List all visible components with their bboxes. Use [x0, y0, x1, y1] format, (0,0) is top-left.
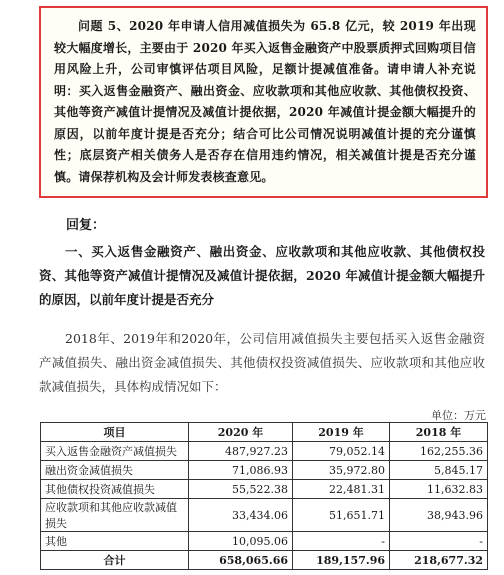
cell-2020: 10,095.06: [189, 532, 293, 551]
row-label: 买入返售金融资产减值损失: [41, 442, 189, 461]
cell-2020: 55,522.38: [189, 480, 293, 499]
table-header-row: [41, 423, 488, 442]
intro-paragraph: 2018年、2019年和2020年，公司信用减值损失主要包括买入返售金融资产减值损失、融出资金减值损失、其他债权投资减值损失、应收款项和其他应收款减值损失，具体构成情况如下：: [39, 331, 485, 394]
total-2018: 218,677.32: [390, 551, 488, 570]
cell-2018: 162,255.36: [390, 442, 488, 461]
question-text: 问题 5、2020 年申请人信用减值损失为 65.8 亿元，较 2019 年出现较大幅度增长，主要由于 2020 年买入返售金融资产中股票质押式回购项目信用风险上升，公司审慎评估项目风险，足额计提减值准备。请申请人补充说明：买入返售金融资产、融出资金、应收款项和其他应收款、其他债权投资、其他等资产减值计提情况及减值计提依据，2020 年减值计提金额大幅提升的原因，以前年度计提是否充分；结合可比公司情况说明减值计提的充分谨慎性；底层资产相关债务人是否存在信用违约情况，相关减值计提是否充分谨慎。请保荐机构及会计师发表核查意见。: [54, 19, 476, 184]
loss-table: [40, 422, 488, 570]
header-2019: 2019 年: [293, 423, 390, 442]
table-row: [41, 480, 488, 499]
row-label: 应收款项和其他应收款减值损失: [41, 499, 189, 532]
header-item: 项目: [41, 423, 189, 442]
cell-2020: 33,434.06: [189, 499, 293, 532]
unit-label: 单位：万元: [431, 409, 486, 422]
table-row: [41, 461, 488, 480]
section-title: 一、买入返售金融资产、融出资金、应收款项和其他应收款、其他债权投资、其他等资产减值计提情况及减值计提依据，2020 年减值计提金额大幅提升的原因，以前年度计提是否充分: [39, 244, 485, 307]
header-2018: 2018 年: [390, 423, 488, 442]
total-label: 合计: [41, 551, 189, 570]
table-row: [41, 499, 488, 532]
cell-2019: -: [293, 532, 390, 551]
cell-2019: 35,972.80: [293, 461, 390, 480]
cell-2018: 11,632.83: [390, 480, 488, 499]
cell-2019: 22,481.31: [293, 480, 390, 499]
row-label: 融出资金减值损失: [41, 461, 189, 480]
table-row: [41, 532, 488, 551]
cell-2018: 38,943.96: [390, 499, 488, 532]
cell-2018: 5,845.17: [390, 461, 488, 480]
total-2019: 189,157.96: [293, 551, 390, 570]
reply-label: 回复：: [66, 218, 106, 233]
row-label: 其他: [41, 532, 189, 551]
header-2020: 2020 年: [189, 423, 293, 442]
table-row: [41, 442, 488, 461]
cell-2018: -: [390, 532, 488, 551]
cell-2020: 487,927.23: [189, 442, 293, 461]
cell-2020: 71,086.93: [189, 461, 293, 480]
total-2020: 658,065.66: [189, 551, 293, 570]
table-total-row: [41, 551, 488, 570]
cell-2019: 51,651.71: [293, 499, 390, 532]
cell-2019: 79,052.14: [293, 442, 390, 461]
question-box: [39, 6, 488, 198]
row-label: 其他债权投资减值损失: [41, 480, 189, 499]
